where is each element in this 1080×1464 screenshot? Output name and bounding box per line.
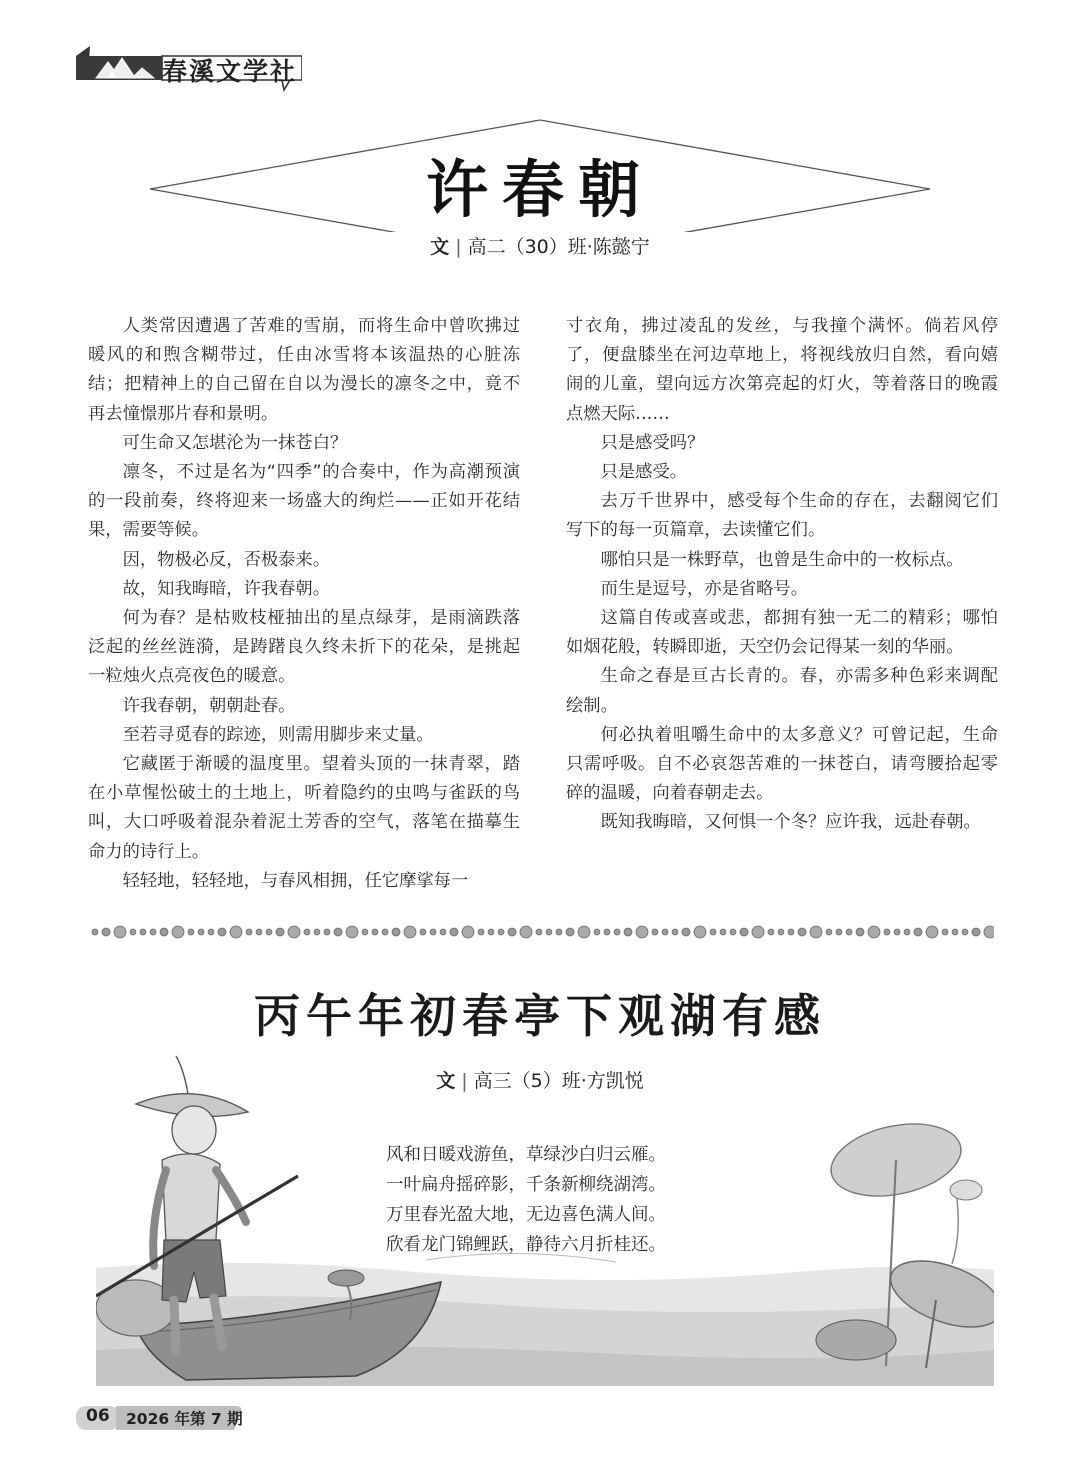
divider-dot xyxy=(188,929,194,935)
divider-dot xyxy=(508,928,516,936)
divider-dot xyxy=(578,926,590,938)
divider-dot xyxy=(440,929,446,935)
divider-dot xyxy=(208,929,214,935)
divider-dot xyxy=(868,926,880,938)
divider-dot xyxy=(972,928,980,936)
divider-dot xyxy=(856,928,864,936)
divider-dot xyxy=(314,929,320,935)
poem-line: 风和日暖戏游鱼，草绿沙白归云雁。 xyxy=(386,1145,666,1165)
divider-dot xyxy=(150,929,156,935)
divider-dot xyxy=(594,929,600,935)
divider-dot xyxy=(894,929,900,935)
divider-dot xyxy=(420,929,426,935)
page-number: 06 xyxy=(86,1406,110,1426)
divider-dot xyxy=(672,929,678,935)
divider-dot xyxy=(662,929,668,935)
divider-dot xyxy=(102,928,110,936)
divider-dot xyxy=(430,929,436,935)
divider-dot xyxy=(198,929,204,935)
divider-dot xyxy=(382,929,388,935)
divider-dot xyxy=(304,929,310,935)
paragraph: 它藏匿于渐暖的温度里。望着头顶的一抹青翠，踏在小草惺忪破土的土地上，听着隐约的虫鸣与雀跃的鸟叫，大口呼吸着混杂着泥土芳香的空气，落笔在描摹生命力的诗行上。 xyxy=(88,754,520,862)
decorative-divider xyxy=(88,920,994,944)
divider-dot xyxy=(478,929,484,935)
divider-dot xyxy=(160,928,168,936)
divider-dot xyxy=(140,929,146,935)
divider-dot xyxy=(246,929,252,935)
byline-separator: | xyxy=(455,236,462,258)
divider-dot xyxy=(372,929,378,935)
paragraph: 而生是逗号，亦是省略号。 xyxy=(600,578,808,599)
byline-author: 高二（30）班·陈懿宁 xyxy=(467,236,650,258)
divider-dot xyxy=(798,928,806,936)
divider-dot xyxy=(710,929,716,935)
divider-dot xyxy=(172,926,184,938)
divider-dot xyxy=(130,929,136,935)
paragraph: 人类常因遭遇了苦难的雪崩，而将生命中曾吹拂过暖风的和煦含糊带过，任由冰雪将本该温热的心脏冻结；把精神上的自己留在自以为漫长的凛冬之中，竟不再去憧憬那片春和景明。 xyxy=(88,316,520,424)
poem-line: 万里春光盈大地，无边喜色满人间。 xyxy=(386,1205,666,1225)
divider-dot xyxy=(218,928,226,936)
divider-dot xyxy=(392,928,400,936)
divider-dot xyxy=(810,926,822,938)
paragraph: 生命之春是亘古长青的。春，亦需多种色彩来调配绘制。 xyxy=(566,666,998,716)
divider-dot xyxy=(462,926,474,938)
divider-dot xyxy=(556,929,562,935)
divider-dot xyxy=(752,926,764,938)
divider-dot xyxy=(498,929,504,935)
paragraph: 何必执着咀嚼生命中的太多意义？可曾记起，生命只需呼吸。自不必哀怨苦难的一抹苍白，请弯腰拾起零碎的温暖，向着春朝走去。 xyxy=(566,724,998,804)
divider-dot xyxy=(826,929,832,935)
paragraph: 哪怕只是一株野草，也曾是生命中的一枚标点。 xyxy=(600,549,964,570)
divider-dot xyxy=(624,928,632,936)
divider-dot xyxy=(636,926,648,938)
paragraph: 轻轻地，轻轻地，与春风相拥，任它摩挲每一 xyxy=(122,870,469,891)
divider-dot xyxy=(566,928,574,936)
divider-dot xyxy=(520,926,532,938)
divider-dot xyxy=(288,926,300,938)
divider-dot xyxy=(334,928,342,936)
divider-dot xyxy=(884,929,890,935)
divider-dot xyxy=(694,926,706,938)
divider-dot xyxy=(324,929,330,935)
divider-dot xyxy=(682,928,690,936)
divider-dot xyxy=(984,926,994,938)
paragraph: 因，物极必反，否极泰来。 xyxy=(122,549,330,570)
paragraph: 既知我晦暗，又何惧一个冬？应许我，远赴春朝。 xyxy=(600,812,981,833)
divider-dot xyxy=(256,929,262,935)
paragraph: 寸衣角，拂过凌乱的发丝，与我撞个满怀。倘若风停了，便盘膝坐在河边草地上，将视线放归自然，看向嬉闹的儿童，望向远方次第亮起的灯火，等着落日的晚霞点燃天际…… xyxy=(566,316,998,424)
divider-dot xyxy=(904,929,910,935)
divider-dot xyxy=(266,929,272,935)
poem-line: 欣看龙门锦鲤跃，静待六月折桂还。 xyxy=(386,1235,666,1255)
paragraph: 只是感受。 xyxy=(600,462,688,483)
divider-dot xyxy=(404,926,416,938)
paragraph: 可生命又怎堪沦为一抹苍白？ xyxy=(122,432,348,453)
divider-dot xyxy=(230,926,242,938)
column-name: 春溪文学社 xyxy=(162,57,298,86)
divider-dot xyxy=(952,929,958,935)
divider-dot xyxy=(604,929,610,935)
divider-dot xyxy=(740,928,748,936)
divider-dot xyxy=(488,929,494,935)
divider-dot xyxy=(546,929,552,935)
divider-dot xyxy=(788,929,794,935)
poem-body xyxy=(386,1140,666,1260)
divider-dot xyxy=(846,929,852,935)
divider-dot xyxy=(276,928,284,936)
divider-dot xyxy=(962,929,968,935)
byline-prefix: 文 xyxy=(436,1070,456,1092)
divider-dot xyxy=(720,929,726,935)
divider-dot xyxy=(914,928,922,936)
divider-dot xyxy=(768,929,774,935)
divider-dot xyxy=(614,929,620,935)
paragraph: 至若寻觅春的踪迹，则需用脚步来丈量。 xyxy=(122,724,434,745)
divider-dot xyxy=(778,929,784,935)
divider-dot xyxy=(362,929,368,935)
divider-dot xyxy=(92,929,98,935)
divider-dot xyxy=(730,929,736,935)
poem-title: 丙午年初春亭下观湖有感 xyxy=(254,989,826,1043)
byline-separator: | xyxy=(461,1070,468,1092)
divider-dot xyxy=(114,926,126,938)
article-column-left xyxy=(88,312,520,896)
paragraph: 何为春？是枯败枝桠抽出的星点绿芽，是雨滴跌落泛起的丝丝涟漪，是踌躇良久终未折下的花朵，是挑起一粒烛火点亮夜色的暖意。 xyxy=(88,608,520,687)
byline-prefix: 文 xyxy=(430,236,450,258)
paragraph: 去万千世界中，感受每个生命的存在，去翻阅它们写下的每一页篇章，去读懂它们。 xyxy=(566,491,998,541)
paragraph: 故，知我晦暗，许我春朝。 xyxy=(122,578,330,599)
paragraph: 这篇自传或喜或悲，都拥有独一无二的精彩；哪怕如烟花般，转瞬即逝，天空仍会记得某一刻的华丽。 xyxy=(566,608,998,658)
byline-author: 高三（5）班·方凯悦 xyxy=(473,1070,644,1092)
divider-dot xyxy=(942,929,948,935)
divider-dot xyxy=(346,926,358,938)
article-column-right xyxy=(566,312,998,838)
divider-dot xyxy=(836,929,842,935)
divider-dot xyxy=(450,928,458,936)
divider-dot xyxy=(536,929,542,935)
divider-dot xyxy=(926,926,938,938)
article-byline xyxy=(340,232,740,259)
issue-label: 2026 年第 7 期 xyxy=(126,1410,243,1428)
paragraph: 许我春朝，朝朝赴春。 xyxy=(122,695,296,716)
article-title: 许春朝 xyxy=(425,153,654,226)
poem-line: 一叶扁舟摇碎影，千条新柳绕湖湾。 xyxy=(386,1175,666,1195)
divider-dot xyxy=(652,929,658,935)
paragraph: 只是感受吗？ xyxy=(600,432,705,453)
paragraph: 凛冬，不过是名为“四季”的合奏中，作为高潮预演的一段前奏，终将迎来一场盛大的绚烂——正如开花结果，需要等候。 xyxy=(88,462,520,541)
